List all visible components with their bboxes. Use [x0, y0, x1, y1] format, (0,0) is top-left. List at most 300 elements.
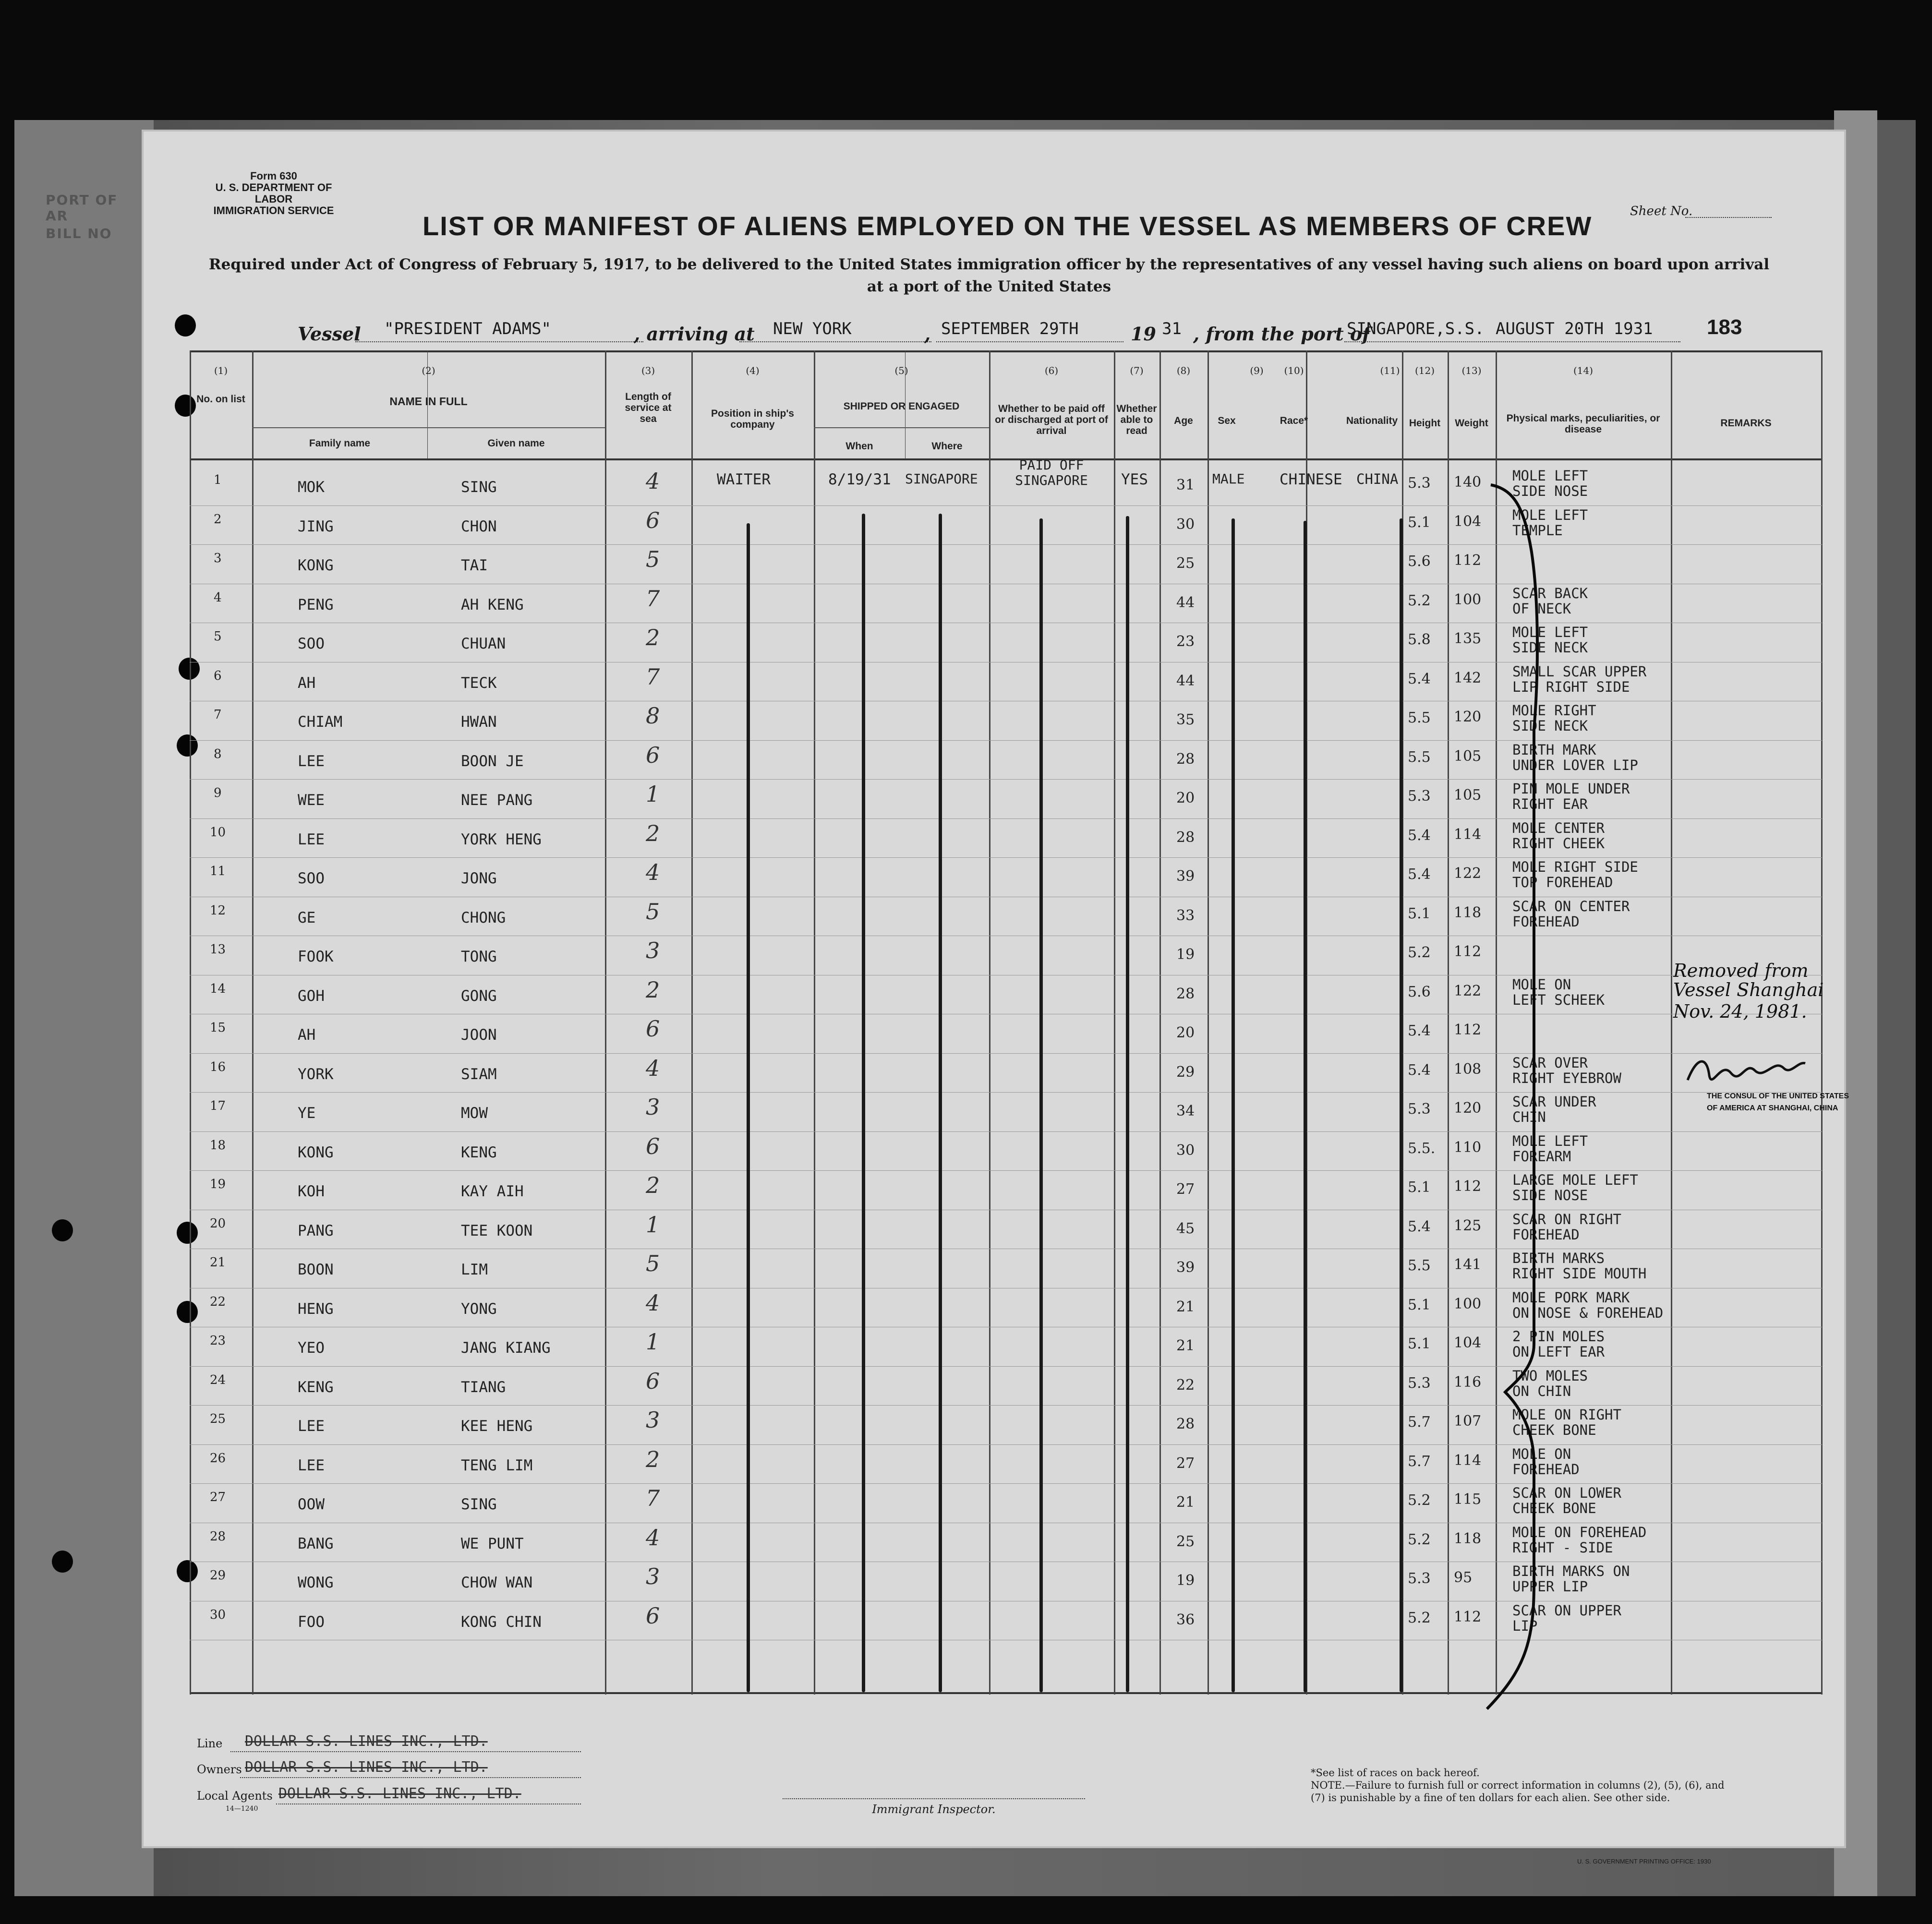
row-number: 22: [210, 1294, 226, 1309]
consul-signature: [1683, 1051, 1808, 1094]
service-length: 3: [646, 1094, 660, 1120]
weight: 120: [1454, 709, 1482, 725]
col-header-height: Height: [1409, 418, 1441, 429]
form-number: Form 630: [250, 170, 297, 182]
row-number: 20: [210, 1216, 226, 1231]
age: 34: [1176, 1103, 1195, 1119]
inspector-label: Immigrant Inspector.: [872, 1803, 996, 1816]
race-note: *See list of races on back hereof.: [1311, 1767, 1480, 1779]
age: 20: [1176, 790, 1195, 806]
service-length: 3: [646, 1407, 660, 1433]
row-number: 21: [210, 1255, 226, 1270]
service-length: 5: [646, 546, 660, 572]
height: 5.4: [1408, 827, 1431, 844]
given-name: SING: [461, 479, 497, 496]
row-number: 13: [210, 942, 226, 957]
service-length: 7: [646, 663, 660, 690]
given-name: MOW: [461, 1105, 488, 1122]
family-name: PENG: [298, 596, 334, 613]
service-length: 4: [646, 1524, 660, 1551]
row-number: 19: [210, 1177, 226, 1191]
age: 29: [1176, 1063, 1195, 1081]
height: 5.1: [1408, 514, 1431, 531]
service-length: 5: [646, 898, 660, 925]
given-name: KONG CHIN: [461, 1613, 542, 1631]
given-name: AH KENG: [461, 596, 524, 613]
service-length: 4: [646, 1289, 660, 1316]
sheet-no-field: [1685, 217, 1772, 218]
age: 27: [1176, 1181, 1195, 1198]
row-number: 26: [210, 1451, 226, 1466]
row-number: 27: [210, 1490, 226, 1504]
row-number: 6: [214, 668, 222, 683]
age: 35: [1176, 711, 1195, 728]
service-length: 8: [646, 703, 660, 729]
service-length: 4: [646, 468, 660, 494]
weight: 122: [1454, 982, 1482, 999]
weight: 116: [1454, 1373, 1482, 1391]
form-id: [202, 170, 346, 216]
ditto-mark: [939, 514, 942, 1692]
side-stamp: PORT OF AR: [46, 192, 118, 224]
given-name: TENG LIM: [461, 1456, 533, 1474]
side-stamp: BILL NO: [46, 226, 112, 241]
age: 44: [1176, 672, 1195, 689]
physical-marks: 2 PIN MOLES ON LEFT EAR: [1512, 1328, 1605, 1360]
service-length: 6: [646, 1602, 660, 1629]
weight: 100: [1454, 591, 1482, 608]
age: 45: [1176, 1220, 1195, 1237]
height: 5.5: [1408, 1257, 1431, 1274]
height: 5.3: [1408, 1570, 1431, 1587]
nationality: CHINA: [1356, 471, 1399, 487]
weight: 122: [1454, 865, 1482, 882]
family-name: WEE: [298, 792, 325, 809]
physical-marks: MOLE ON FOREHEAD RIGHT - SIDE: [1512, 1524, 1647, 1556]
weight: 112: [1454, 552, 1482, 569]
given-name: JONG: [461, 870, 497, 887]
weight: 141: [1454, 1256, 1482, 1273]
col-header-age: Age: [1174, 415, 1193, 426]
height: 5.2: [1408, 1531, 1431, 1548]
underlying-page: [14, 120, 154, 1896]
consul-stamp-line: OF AMERICA AT SHANGHAI, CHINA: [1707, 1104, 1838, 1112]
service-length: 2: [646, 1446, 660, 1472]
given-name: TAI: [461, 557, 488, 574]
row-number: 24: [210, 1372, 226, 1387]
weight: 95: [1454, 1569, 1473, 1586]
row-number: 28: [210, 1529, 226, 1544]
physical-marks: MOLE LEFT SIDE NECK: [1512, 624, 1588, 656]
physical-marks: BIRTH MARKS RIGHT SIDE MOUTH: [1512, 1250, 1647, 1282]
service-length: 4: [646, 859, 660, 885]
punch-hole: [52, 1219, 73, 1241]
given-name: KAY AIH: [461, 1183, 524, 1200]
physical-marks: BIRTH MARKS ON UPPER LIP: [1512, 1563, 1630, 1595]
weight: 105: [1454, 747, 1482, 765]
arriving-label: , arriving at: [634, 323, 755, 345]
weight: 120: [1454, 1100, 1482, 1117]
family-name: YE: [298, 1105, 316, 1122]
row-number: 10: [210, 825, 226, 840]
physical-marks: MOLE ON LEFT SCHEEK: [1512, 976, 1605, 1008]
weight: 115: [1454, 1491, 1482, 1508]
printer-imprint: U. S. GOVERNMENT PRINTING OFFICE: 1930: [1577, 1858, 1711, 1865]
physical-marks: MOLE RIGHT SIDE NECK: [1512, 702, 1596, 734]
height: 5.3: [1408, 475, 1431, 492]
given-name: BOON JE: [461, 752, 524, 770]
age: 21: [1176, 1494, 1195, 1511]
weight: 118: [1454, 1530, 1482, 1547]
col-header-sex: Sex: [1218, 415, 1236, 426]
departure-date: AUGUST 20TH 1931: [1496, 319, 1653, 338]
service-length: 1: [646, 1211, 660, 1238]
height: 5.1: [1408, 1335, 1431, 1352]
age: 23: [1176, 633, 1195, 650]
page-title: LIST OR MANIFEST OF ALIENS EMPLOYED ON THE VESSEL AS MEMBERS OF CREW: [423, 211, 1593, 241]
family-name: KONG: [298, 557, 334, 574]
row-number: 17: [210, 1099, 226, 1113]
height: 5.2: [1408, 1492, 1431, 1509]
crew-table: (1) No. on list (2) NAME IN FULL Family name Given name (3) Length of service at sea (4) Position in ship's company (5) SHIPPED OR ENGAGED When Where (6) Whether to be paid off or discharged at port of arrival (7) Whether able to read (8) Age (9) Sex (10) Race* (11) Nationality (12) Height (13) Weight (14) Physical marks, peculiarities, or disease REMARKS 1 MOK SING 4 31 5.3 140 MOLE LEFT SIDE NOSE 2 JING CHON 6 30 5.1 104 MOLE LEFT TEMPLE 3 KONG TAI 5 25 5.6 112 4 PENG AH KENG 7 44 5.2 100 SCAR BACK OF NECK 5 SOO CHUAN 2 23 5.8 135 MOLE LEFT SIDE NECK 6 AH TECK 7 44 5.4 142 SMALL SCAR UPPER LIP RIGHT SIDE 7 CHIAM HWAN 8 35 5.5 120 MOLE RIGHT SIDE NECK 8 LEE BOON JE 6 28 5.5 105 BIRTH MARK UNDER LOVER LIP 9 WEE NEE PANG 1 20 5.3 105 PIN MOLE UNDER RIGHT EAR 10 LEE YORK HENG 2 28 5.4 114 MOLE CENTER RIGHT CHEEK 11 SOO JONG 4 39 5.4 122 MOLE RIGHT SIDE TOP FOREHEAD 12 GE CHONG 5 33 5.1 118 SCAR ON CENTER FOREHEAD 13 FOOK TONG 3 19 5.2 112 14 GOH GONG 2 28 5.6 122 MOLE ON LEFT SCHEEK 15 AH JOON 6 20 5.4 112 16 YORK SIAM 4 29 5.4 108 SCAR OVER RIGHT EYEBROW 17 YE MOW 3 34 5.3 120 SCAR UNDER CHIN 18 KONG KENG 6 30 5.5. 110 MOLE LEFT FOREARM 19 KOH KAY AIH 2 27 5.1 112 LARGE MOLE LEFT SIDE NOSE 20 PANG TEE KOON 1 45 5.4 125 SCAR ON RIGHT FOREHEAD 21 BOON LIM 5 39 5.5 141 BIRTH MARKS RIGHT SIDE MOUTH 22 HENG YONG 4 21 5.1 100 MOLE PORK MARK ON NOSE & FOREHEAD 23 YEO JANG KIANG 1 21 5.1 104 2 PIN MOLES ON LEFT EAR 24 KENG TIANG 6 22 5.3 116 TWO MOLES ON CHIN 25 LEE KEE HENG 3 28 5.7 107 MOLE ON RIGHT CHEEK BONE 26 LEE TENG LIM 2 27 5.7 114 MOLE ON FOREHEAD 27 OOW SING 7 21 5.2 115 SCAR ON LOWER CHEEK BONE 28 BANG WE PUNT 4 25 5.2 118 MOLE ON FOREHEAD RIGHT - SIDE 29 WONG CHOW WAN 3 19 5.3 95 BIRTH MARKS ON UPPER LIP 30 FOO KONG CHIN 6 36 5.2 112 SCAR ON UPPER LIP WAITER 8/19/31 SINGAPORE PAID OFF SINGAPORE YES MALE CHINESE CHINA Removed from Vessel Shanghai Nov. 24, 1981. THE CONSUL OF THE UNITED STATES OF AMERICA AT SHANGHAI, CHINA: [190, 350, 1822, 1695]
age: 28: [1176, 829, 1195, 846]
service-length: 2: [646, 625, 660, 650]
service-length: 6: [646, 742, 660, 768]
service-length: 6: [646, 1016, 660, 1042]
from-label: , from the port of: [1193, 323, 1370, 345]
physical-marks: SCAR ON CENTER FOREHEAD: [1512, 898, 1630, 930]
physical-marks: MOLE LEFT SIDE NOSE: [1512, 468, 1588, 499]
owners-value: DOLLAR S.S. LINES INC., LTD.: [245, 1759, 488, 1776]
row-number: 12: [210, 903, 226, 918]
physical-marks: SCAR ON LOWER CHEEK BONE: [1512, 1485, 1621, 1516]
height: 5.5: [1408, 748, 1431, 766]
physical-marks: SCAR UNDER CHIN: [1512, 1094, 1596, 1125]
ditto-mark: [862, 514, 865, 1692]
given-name: KENG: [461, 1143, 497, 1161]
family-name: CHIAM: [298, 713, 343, 731]
row-number: 8: [214, 746, 222, 761]
col-header-paid-off: Whether to be paid off or discharged at port of arrival: [995, 403, 1108, 436]
service-length: 6: [646, 1368, 660, 1394]
service-length: 6: [646, 507, 660, 533]
height: 5.3: [1408, 788, 1431, 805]
col-header-race: Race*: [1280, 415, 1308, 426]
row-number: 14: [210, 981, 226, 996]
row-number: 9: [214, 786, 222, 800]
vessel-name: "PRESIDENT ADAMS": [384, 319, 551, 338]
weight: 112: [1454, 943, 1482, 960]
department-name: U. S. DEPARTMENT OF LABOR: [215, 181, 332, 205]
row-number: 18: [210, 1138, 226, 1153]
physical-marks: MOLE LEFT TEMPLE: [1512, 506, 1588, 539]
given-name: WE PUNT: [461, 1535, 524, 1552]
height: 5.5: [1408, 709, 1431, 726]
physical-marks: BIRTH MARK UNDER LOVER LIP: [1512, 741, 1638, 773]
age: 21: [1176, 1298, 1195, 1315]
remark-note-line: Removed from: [1673, 960, 1809, 981]
family-name: KOH: [298, 1183, 325, 1200]
weight: 112: [1454, 1608, 1482, 1625]
age: 30: [1176, 1142, 1195, 1159]
family-name: YEO: [298, 1339, 325, 1357]
family-name: JING: [298, 517, 334, 535]
weight: 110: [1454, 1139, 1482, 1156]
given-name: HWAN: [461, 713, 497, 731]
age: 19: [1176, 946, 1195, 963]
physical-marks: MOLE CENTER RIGHT CHEEK: [1512, 819, 1605, 852]
col-header-position: Position in ship's company: [711, 408, 794, 430]
family-name: LEE: [298, 830, 325, 848]
bracket-mark: [1486, 480, 1553, 1728]
service-length: 7: [646, 585, 660, 612]
footnotes: [1311, 1767, 1733, 1804]
age: 44: [1176, 594, 1195, 611]
family-name: SOO: [298, 870, 325, 887]
physical-marks: MOLE RIGHT SIDE TOP FOREHEAD: [1512, 859, 1638, 890]
age: 33: [1176, 907, 1195, 924]
height: 5.3: [1408, 1374, 1431, 1392]
height: 5.1: [1408, 1296, 1431, 1313]
position: WAITER: [717, 471, 771, 488]
family-name: YORK: [298, 1065, 334, 1083]
service-name: IMMIGRATION SERVICE: [213, 204, 334, 216]
year-suffix: 31: [1162, 319, 1182, 338]
row-number: 3: [214, 551, 222, 565]
given-name: TONG: [461, 948, 497, 965]
weight: 107: [1454, 1413, 1482, 1430]
col-header-name: NAME IN FULL: [389, 395, 468, 408]
sheet-no-label: Sheet No.: [1630, 204, 1693, 218]
vessel-label: Vessel: [298, 323, 361, 345]
height: 5.4: [1408, 866, 1431, 883]
remark-note-line: Vessel Shanghai: [1673, 979, 1824, 1000]
given-name: YONG: [461, 1300, 497, 1318]
given-name: TIANG: [461, 1378, 506, 1396]
family-name: HENG: [298, 1300, 334, 1318]
age: 30: [1176, 516, 1195, 533]
row-number: 5: [214, 629, 222, 644]
row-number: 11: [210, 864, 226, 878]
age: 28: [1176, 750, 1195, 768]
age: 21: [1176, 1337, 1195, 1354]
col-header-nationality: Nationality: [1346, 415, 1398, 426]
height: 5.1: [1408, 905, 1431, 922]
physical-marks: SMALL SCAR UPPER LIP RIGHT SIDE: [1512, 663, 1647, 695]
page-subtitle: Required under Act of Congress of February 5, 1917, to be delivered to the United States immigration officer by the representatives of any vessel having such aliens on board upon arrival at a port of the United States: [208, 256, 1770, 295]
age: 36: [1176, 1611, 1195, 1628]
age: 39: [1176, 868, 1195, 885]
service-length: 3: [646, 938, 660, 963]
weight: 114: [1454, 1452, 1482, 1469]
service-length: 5: [646, 1251, 660, 1276]
family-name: MOK: [298, 479, 325, 496]
weight: 105: [1454, 787, 1482, 804]
row-number: 16: [210, 1059, 226, 1074]
year-prefix: 19: [1131, 323, 1156, 345]
punch-hole: [52, 1551, 73, 1573]
service-length: 6: [646, 1133, 660, 1159]
family-name: BANG: [298, 1535, 334, 1552]
height: 5.1: [1408, 1179, 1431, 1196]
age: 39: [1176, 1259, 1195, 1276]
family-name: PANG: [298, 1222, 334, 1239]
family-name: GOH: [298, 987, 325, 1005]
age: 25: [1176, 1533, 1195, 1550]
height: 5.4: [1408, 1061, 1431, 1079]
able-to-read: YES: [1121, 471, 1148, 488]
vessel-line: Vessel "PRESIDENT ADAMS" , arriving at NEW YORK , SEPTEMBER 29TH 19 31 , from the port of SINGAPORE,S.S. AUGUST 20TH 1931: [298, 319, 1800, 348]
penalty-note: NOTE.—Failure to furnish full or correct information in columns (2), (5), (6), and (7) is punishable by a fine of ten dollars for each alien. See other side.: [1311, 1780, 1725, 1804]
given-name: LIM: [461, 1261, 488, 1278]
given-name: CHUAN: [461, 635, 506, 652]
row-number: 30: [210, 1607, 226, 1622]
agents-value: DOLLAR S.S. LINES INC., LTD.: [278, 1785, 521, 1802]
height: 5.3: [1408, 1101, 1431, 1118]
row-number: 7: [214, 708, 222, 722]
age: 27: [1176, 1455, 1195, 1472]
given-name: SING: [461, 1496, 497, 1513]
arrival-port: NEW YORK: [773, 319, 852, 338]
col-header-given: Given name: [487, 438, 545, 449]
form-ref: 14—1240: [226, 1805, 258, 1813]
row-number: 23: [210, 1334, 226, 1348]
paid-off: PAID OFF SINGAPORE: [1015, 457, 1088, 488]
family-name: AH: [298, 674, 316, 692]
family-name: GE: [298, 909, 316, 926]
ditto-mark: [747, 523, 750, 1692]
remark-note-line: Nov. 24, 1981.: [1673, 1001, 1807, 1022]
row-number: 25: [210, 1412, 226, 1426]
given-name: YORK HENG: [461, 830, 542, 848]
agents-label: Local Agents: [197, 1789, 273, 1803]
service-length: 1: [646, 781, 660, 807]
age: 31: [1176, 477, 1195, 493]
height: 5.2: [1408, 592, 1431, 609]
weight: 108: [1454, 1060, 1482, 1078]
given-name: JANG KIANG: [461, 1339, 551, 1357]
family-name: LEE: [298, 752, 325, 770]
col-header-where: Where: [931, 441, 963, 452]
row-number: 15: [210, 1021, 226, 1035]
weight: 112: [1454, 1178, 1482, 1195]
height: 5.7: [1408, 1414, 1431, 1431]
row-number: 29: [210, 1568, 226, 1583]
physical-marks: SCAR BACK OF NECK: [1512, 585, 1588, 617]
line-value: DOLLAR S.S. LINES INC., LTD.: [245, 1733, 488, 1750]
ditto-mark: [1232, 518, 1235, 1692]
service-length: 1: [646, 1329, 660, 1355]
age: 20: [1176, 1024, 1195, 1041]
family-name: FOO: [298, 1613, 325, 1631]
family-name: LEE: [298, 1418, 325, 1435]
family-name: LEE: [298, 1456, 325, 1474]
physical-marks: SCAR ON UPPER LIP: [1512, 1602, 1621, 1634]
shipped-where: SINGAPORE: [905, 471, 978, 487]
shipped-when: 8/19/31: [828, 471, 891, 488]
service-length: 7: [646, 1485, 660, 1511]
ditto-mark: [1400, 518, 1403, 1692]
height: 5.2: [1408, 1609, 1431, 1626]
height: 5.4: [1408, 1218, 1431, 1235]
col-header-marks: Physical marks, peculiarities, or disease: [1506, 413, 1660, 435]
col-header-shipped: SHIPPED OR ENGAGED: [843, 401, 960, 412]
sex: MALE: [1212, 471, 1245, 487]
family-name: OOW: [298, 1496, 325, 1513]
age: 22: [1176, 1376, 1195, 1394]
physical-marks: MOLE PORK MARK ON NOSE & FOREHEAD: [1512, 1289, 1664, 1321]
given-name: NEE PANG: [461, 792, 533, 809]
age: 25: [1176, 555, 1195, 572]
service-length: 2: [646, 1172, 660, 1198]
family-name: FOOK: [298, 948, 334, 965]
ditto-mark: [1304, 521, 1307, 1692]
given-name: SIAM: [461, 1065, 497, 1083]
race: CHINESE: [1280, 471, 1342, 488]
family-name: KONG: [298, 1143, 334, 1161]
height: 5.7: [1408, 1453, 1431, 1470]
given-name: GONG: [461, 987, 497, 1005]
arrival-date: SEPTEMBER 29TH: [941, 319, 1079, 338]
weight: 114: [1454, 826, 1482, 843]
col-header-weight: Weight: [1455, 418, 1488, 429]
weight: 100: [1454, 1295, 1482, 1312]
height: 5.5.: [1408, 1140, 1436, 1157]
given-name: CHOW WAN: [461, 1574, 533, 1591]
departure-port: SINGAPORE,S.S.: [1347, 319, 1485, 338]
line-label: Line: [197, 1737, 223, 1750]
col-header-no: No. on list: [196, 394, 245, 405]
given-name: JOON: [461, 1026, 497, 1044]
age: 28: [1176, 985, 1195, 1002]
col-header-read: Whether able to read: [1116, 403, 1157, 436]
height: 5.2: [1408, 944, 1431, 961]
page-number: 183: [1707, 315, 1742, 339]
weight: 140: [1454, 474, 1482, 491]
weight: 135: [1454, 630, 1482, 647]
row-number: 1: [214, 473, 222, 487]
family-name: SOO: [298, 635, 325, 652]
ditto-mark: [1039, 518, 1043, 1692]
physical-marks: PIN MOLE UNDER RIGHT EAR: [1512, 781, 1630, 812]
height: 5.4: [1408, 670, 1431, 687]
weight: 118: [1454, 904, 1482, 921]
height: 5.6: [1408, 983, 1431, 1000]
age: 28: [1176, 1416, 1195, 1432]
age: 19: [1176, 1572, 1195, 1589]
punch-hole: [175, 314, 196, 337]
row-number: 4: [214, 590, 222, 605]
family-name: WONG: [298, 1574, 334, 1591]
given-name: TEE KOON: [461, 1222, 533, 1239]
weight: 104: [1454, 513, 1482, 530]
service-length: 3: [646, 1563, 660, 1589]
physical-marks: SCAR ON RIGHT FOREHEAD: [1512, 1211, 1621, 1243]
physical-marks: LARGE MOLE LEFT SIDE NOSE: [1512, 1172, 1638, 1203]
weight: 142: [1454, 669, 1482, 686]
physical-marks: MOLE LEFT FOREARM: [1512, 1132, 1588, 1165]
inspector-signature-field: [783, 1798, 1085, 1799]
physical-marks: TWO MOLES ON CHIN: [1512, 1367, 1588, 1399]
weight: 125: [1454, 1217, 1482, 1234]
service-length: 4: [646, 1055, 660, 1081]
owners-label: Owners: [197, 1763, 242, 1776]
consul-stamp-line: THE CONSUL OF THE UNITED STATES: [1707, 1092, 1849, 1100]
col-header-family: Family name: [309, 438, 371, 449]
given-name: CHON: [461, 517, 497, 535]
given-name: TECK: [461, 674, 497, 692]
given-name: CHONG: [461, 909, 506, 926]
